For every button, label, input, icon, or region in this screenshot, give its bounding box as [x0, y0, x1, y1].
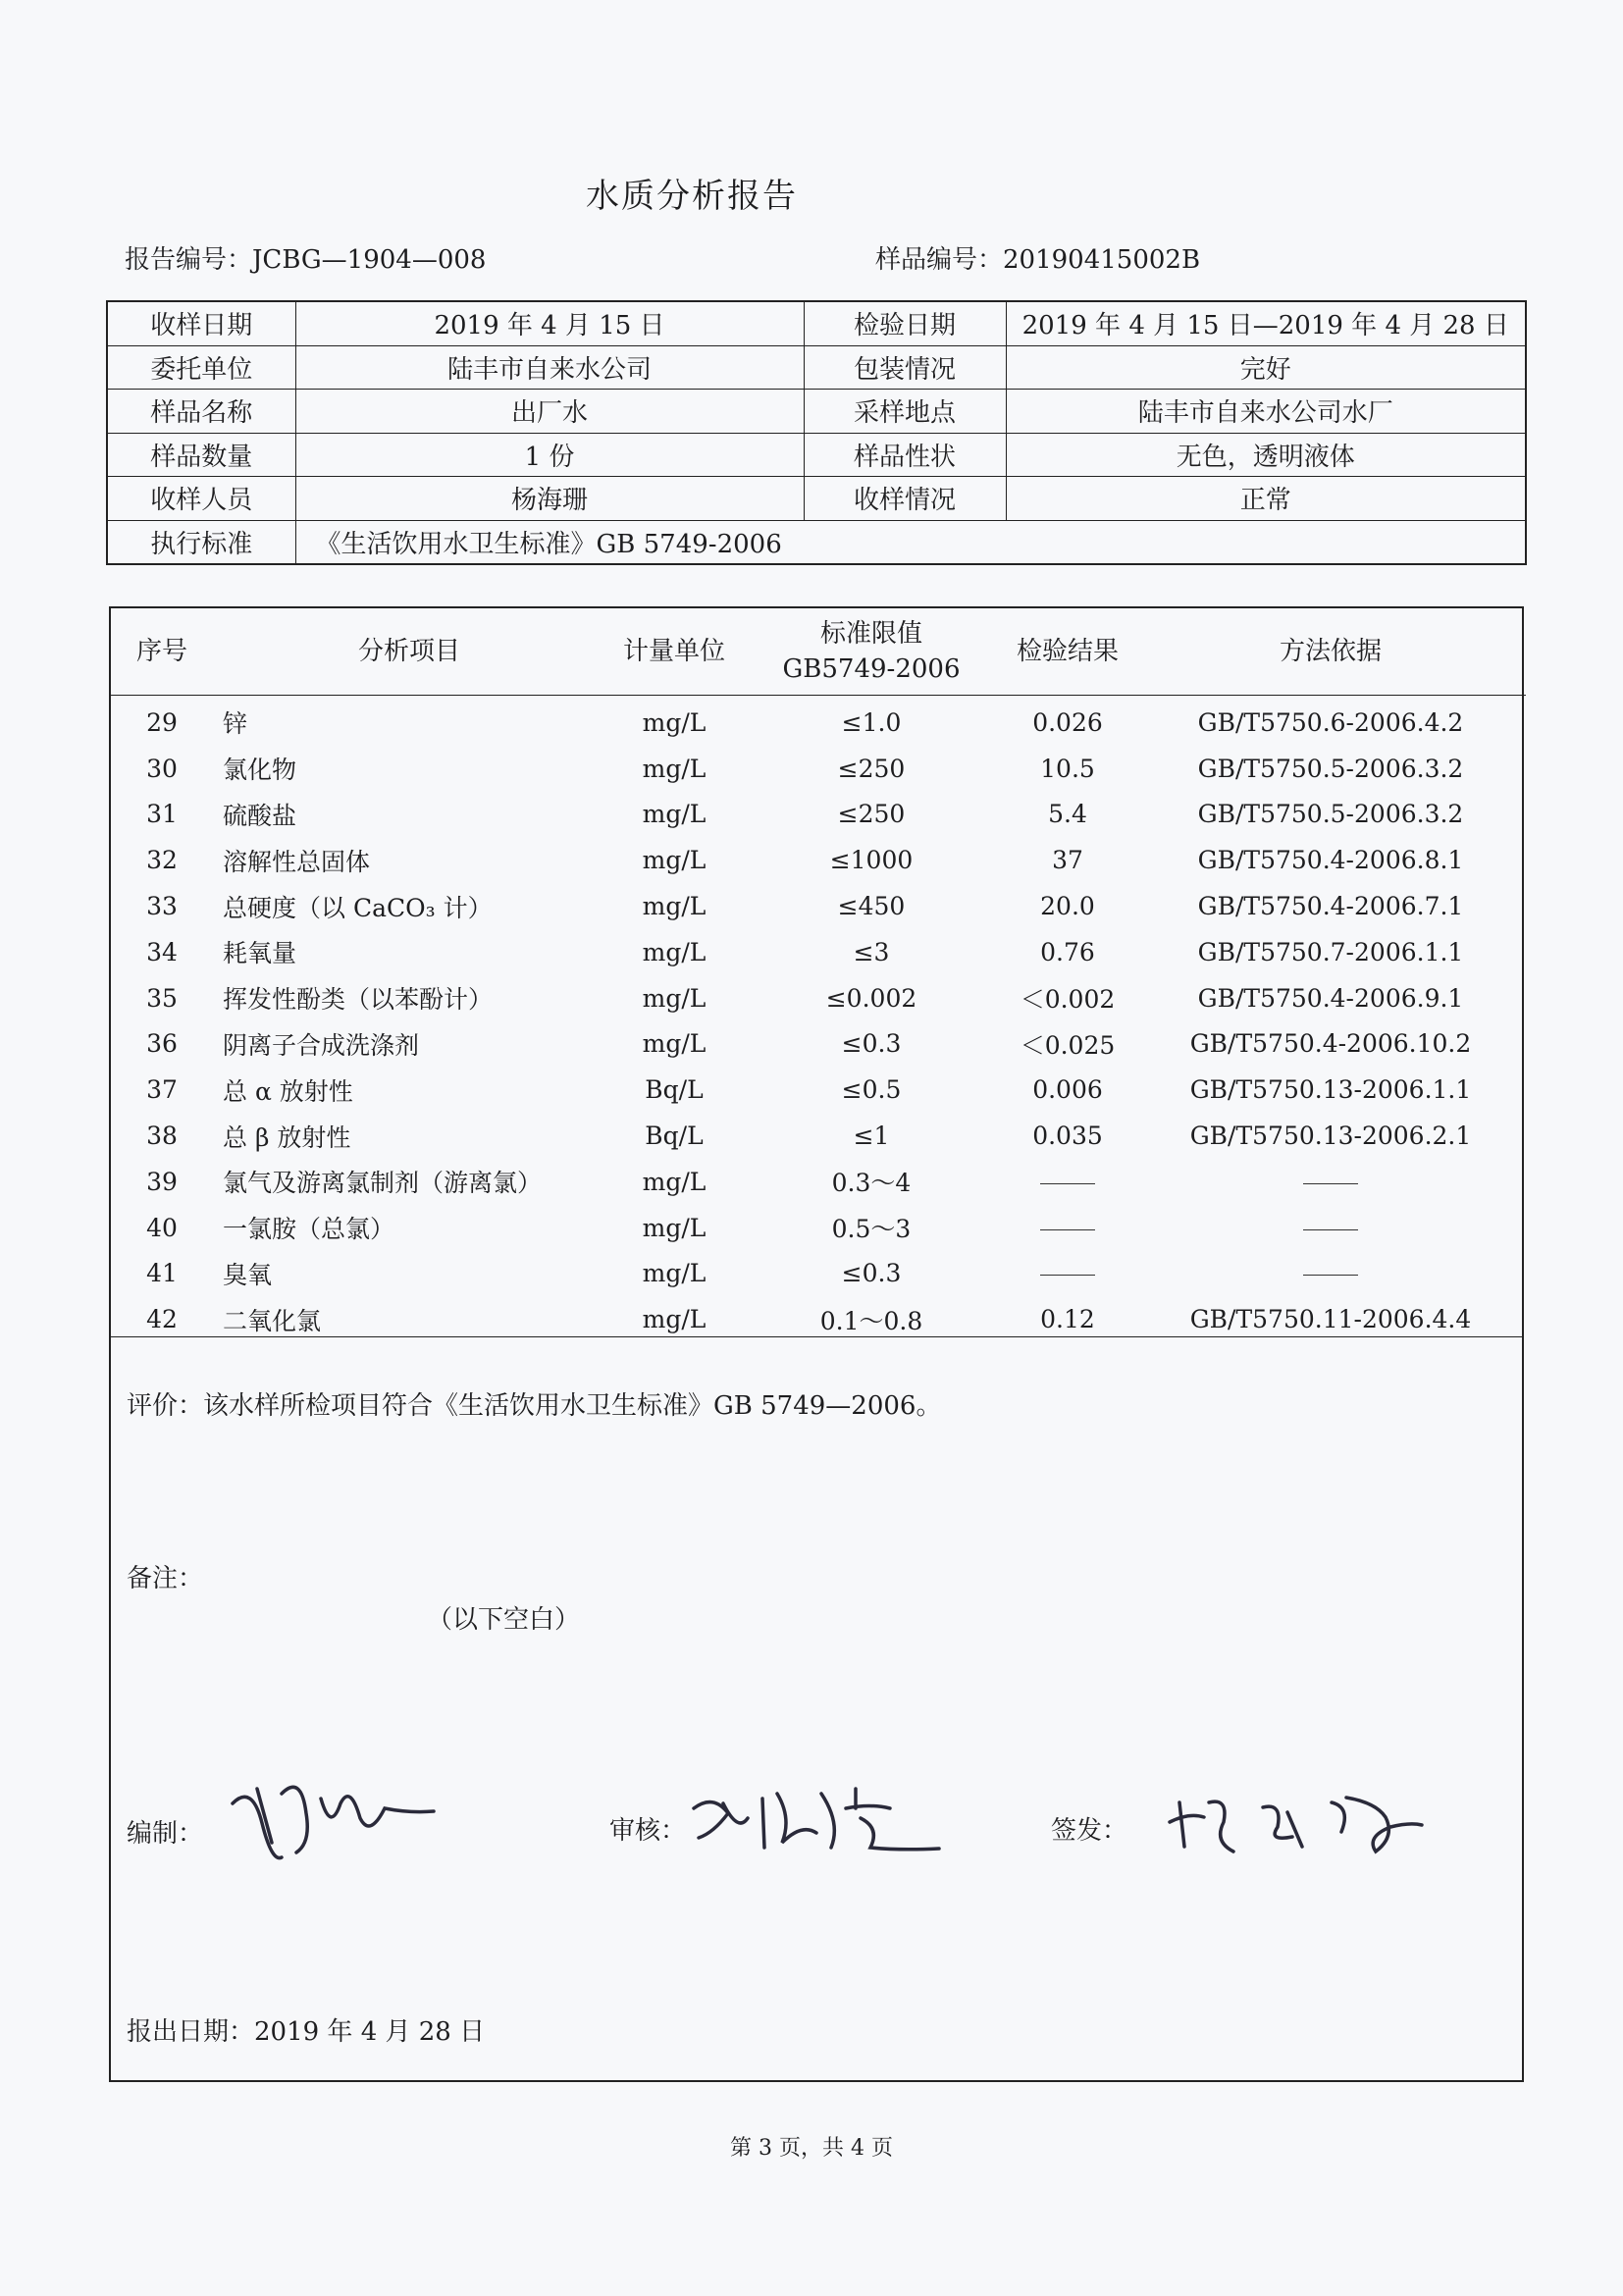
cell-item: 硫酸盐: [223, 801, 297, 830]
info-row: [107, 477, 1526, 521]
cell-method: [1135, 1205, 1526, 1251]
cell-item: 二氧化氯: [223, 1306, 322, 1335]
cell-result: 0.76: [1040, 937, 1095, 966]
cell-result: [1000, 1159, 1135, 1205]
table-row: [111, 1159, 1526, 1205]
cell-limit: ≤3: [853, 937, 890, 966]
info-row: [107, 345, 1526, 390]
info-value: 2019 年 4 月 15 日: [295, 301, 804, 345]
dash-mark: [1040, 1275, 1095, 1276]
cell-method: GB/T5750.4-2006.10.2: [1189, 1029, 1472, 1059]
cell-no: 30: [146, 754, 178, 783]
cell-result: 37: [1052, 846, 1083, 875]
cell-item: 总硬度（以 CaCO₃ 计）: [223, 893, 493, 922]
info-label: 样品名称: [107, 390, 295, 434]
header-result: 检验结果: [1000, 608, 1135, 696]
info-label: 样品性状: [804, 433, 1006, 477]
table-row: [111, 1113, 1526, 1159]
info-value: 陆丰市自来水公司: [295, 345, 804, 390]
cell-no: 32: [146, 846, 178, 875]
info-label: 包装情况: [804, 345, 1006, 390]
cell-method: GB/T5750.5-2006.3.2: [1197, 754, 1464, 783]
cell-unit: mg/L: [642, 707, 707, 737]
cell-method: GB/T5750.11-2006.4.4: [1189, 1305, 1472, 1334]
cell-no: 38: [146, 1122, 178, 1151]
cell-method: GB/T5750.5-2006.3.2: [1197, 800, 1464, 829]
header-limit-line2: GB5749-2006: [782, 654, 961, 684]
header-no: 序号: [111, 608, 213, 696]
cell-limit: ≤0.3: [841, 1259, 902, 1288]
cell-item: 总 α 放射性: [223, 1076, 353, 1106]
cell-item: 阴离子合成洗涤剂: [223, 1030, 420, 1060]
cell-limit: ≤0.5: [841, 1075, 902, 1105]
cell-method: GB/T5750.4-2006.9.1: [1197, 983, 1464, 1013]
cell-result: 5.4: [1048, 800, 1087, 829]
info-label: 委托单位: [107, 345, 295, 390]
table-row: [111, 1251, 1526, 1297]
report-title: 水质分析报告: [586, 177, 798, 216]
cell-unit: mg/L: [642, 800, 707, 829]
info-value: 陆丰市自来水公司水厂: [1006, 390, 1526, 434]
cell-item: 耗氧量: [223, 939, 297, 968]
info-value: 无色，透明液体: [1006, 433, 1526, 477]
info-value: 杨海珊: [295, 477, 804, 521]
cell-limit: ≤0.3: [841, 1029, 902, 1059]
cell-limit: ≤1000: [829, 846, 914, 875]
reviewer-signature: [684, 1764, 949, 1862]
cell-limit: ≤1: [853, 1122, 890, 1151]
cell-unit: mg/L: [642, 846, 707, 875]
cell-method: [1135, 1159, 1526, 1205]
table-row: [111, 883, 1526, 929]
cell-no: 34: [146, 937, 178, 966]
header-method: 方法依据: [1135, 608, 1526, 696]
cell-method: GB/T5750.4-2006.7.1: [1197, 892, 1464, 921]
info-row: [107, 301, 1526, 345]
info-row: [107, 390, 1526, 434]
cell-limit: ≤0.002: [825, 983, 917, 1013]
cell-result: ＜0.002: [1020, 985, 1116, 1015]
cell-no: 31: [146, 800, 178, 829]
results-table: [111, 608, 1526, 1342]
cell-result: 0.035: [1032, 1122, 1103, 1151]
cell-item: 臭氧: [223, 1260, 273, 1289]
cell-result: 0.006: [1032, 1075, 1103, 1105]
cell-unit: mg/L: [642, 1167, 707, 1196]
cell-method: GB/T5750.13-2006.2.1: [1189, 1122, 1472, 1151]
results-header-row: [111, 608, 1526, 696]
cell-no: 40: [146, 1213, 178, 1242]
cell-no: 39: [146, 1167, 178, 1196]
table-row: [111, 1067, 1526, 1113]
sample-info-table: [106, 300, 1527, 565]
cell-item: 挥发性酚类（以苯酚计）: [223, 985, 494, 1015]
table-row: [111, 975, 1526, 1021]
cell-unit: mg/L: [642, 754, 707, 783]
page-footer: 第 3 页，共 4 页: [730, 2136, 893, 2161]
cell-method: [1135, 1251, 1526, 1297]
cell-no: 37: [146, 1075, 178, 1105]
info-label: 检验日期: [804, 301, 1006, 345]
evaluation-text: 评价：该水样所检项目符合《生活饮用水卫生标准》GB 5749—2006。: [127, 1391, 942, 1421]
cell-no: 36: [146, 1029, 178, 1059]
cell-unit: Bq/L: [645, 1122, 704, 1151]
cell-method: GB/T5750.6-2006.4.2: [1197, 707, 1464, 737]
info-value: 完好: [1006, 345, 1526, 390]
info-value: 2019 年 4 月 15 日—2019 年 4 月 28 日: [1006, 301, 1526, 345]
cell-item: 氯气及游离氯制剂（游离氯）: [223, 1169, 543, 1198]
cell-result: 0.026: [1032, 707, 1103, 737]
cell-item: 锌: [223, 709, 248, 739]
dash-mark: [1303, 1275, 1358, 1276]
cell-no: 41: [146, 1259, 178, 1288]
info-value: 1 份: [295, 433, 804, 477]
cell-result: 0.12: [1040, 1305, 1095, 1334]
cell-no: 42: [146, 1305, 178, 1334]
cell-unit: mg/L: [642, 983, 707, 1013]
cell-no: 33: [146, 892, 178, 921]
cell-unit: mg/L: [642, 892, 707, 921]
results-section: [109, 606, 1524, 2082]
report-number: 报告编号：JCBG—1904—008: [125, 245, 487, 275]
compiler-label: 编制：: [127, 1819, 204, 1849]
cell-limit: ≤250: [837, 800, 906, 829]
cell-unit: mg/L: [642, 1029, 707, 1059]
header-unit: 计量单位: [605, 608, 743, 696]
table-row: [111, 1205, 1526, 1251]
cell-method: GB/T5750.4-2006.8.1: [1197, 846, 1464, 875]
standard-label: 执行标准: [107, 520, 295, 564]
remarks-label: 备注：: [127, 1564, 204, 1593]
cell-unit: mg/L: [642, 1213, 707, 1242]
info-label: 采样地点: [804, 390, 1006, 434]
cell-item: 氯化物: [223, 756, 297, 785]
cell-limit: ≤1.0: [841, 707, 902, 737]
cell-result: [1000, 1205, 1135, 1251]
info-value: 出厂水: [295, 390, 804, 434]
info-row-standard: [107, 520, 1526, 564]
cell-no: 35: [146, 983, 178, 1013]
info-label: 收样情况: [804, 477, 1006, 521]
issuer-label: 签发：: [1051, 1816, 1128, 1846]
info-value: 正常: [1006, 477, 1526, 521]
info-row: [107, 433, 1526, 477]
cell-unit: mg/L: [642, 1305, 707, 1334]
dash-mark: [1040, 1183, 1095, 1184]
blank-note: （以下空白）: [427, 1605, 581, 1635]
table-row: [111, 792, 1526, 838]
info-label: 收样人员: [107, 477, 295, 521]
cell-limit: ≤450: [837, 892, 906, 921]
reviewer-label: 审核：: [609, 1816, 687, 1846]
cell-item: 总 β 放射性: [223, 1122, 351, 1152]
info-label: 样品数量: [107, 433, 295, 477]
issue-date: 报出日期：2019 年 4 月 28 日: [127, 2017, 486, 2047]
cell-limit: 0.3～4: [831, 1169, 912, 1198]
cell-method: GB/T5750.7-2006.1.1: [1197, 937, 1464, 966]
compiler-signature: [213, 1764, 448, 1872]
cell-unit: mg/L: [642, 937, 707, 966]
table-bottom-line: [111, 1336, 1522, 1337]
cell-item: 溶解性总固体: [223, 847, 371, 876]
issuer-signature: [1165, 1768, 1459, 1862]
table-row: [111, 837, 1526, 883]
header-limit-line1: 标准限值: [819, 619, 922, 649]
cell-unit: Bq/L: [645, 1075, 704, 1105]
cell-limit: ≤250: [837, 754, 906, 783]
table-row: [111, 929, 1526, 975]
cell-unit: mg/L: [642, 1259, 707, 1288]
cell-limit: 0.1～0.8: [819, 1306, 923, 1335]
cell-method: GB/T5750.13-2006.1.1: [1189, 1075, 1472, 1105]
standard-value: 《生活饮用水卫生标准》GB 5749-2006: [295, 520, 1526, 564]
dash-mark: [1303, 1229, 1358, 1230]
table-row: [111, 696, 1526, 746]
table-row: [111, 1021, 1526, 1068]
header-item: 分析项目: [213, 608, 605, 696]
header-limit: [743, 608, 1000, 696]
sample-number: 样品编号：20190415002B: [875, 245, 1201, 275]
dash-mark: [1303, 1183, 1358, 1184]
cell-item: 一氯胺（总氯）: [223, 1215, 395, 1244]
cell-result: 10.5: [1040, 754, 1095, 783]
cell-result: 20.0: [1040, 892, 1095, 921]
dash-mark: [1040, 1229, 1095, 1230]
table-row: [111, 746, 1526, 792]
cell-result: ＜0.025: [1020, 1030, 1116, 1060]
info-label: 收样日期: [107, 301, 295, 345]
cell-result: [1000, 1251, 1135, 1297]
cell-limit: 0.5～3: [831, 1215, 912, 1244]
cell-no: 29: [146, 707, 178, 737]
